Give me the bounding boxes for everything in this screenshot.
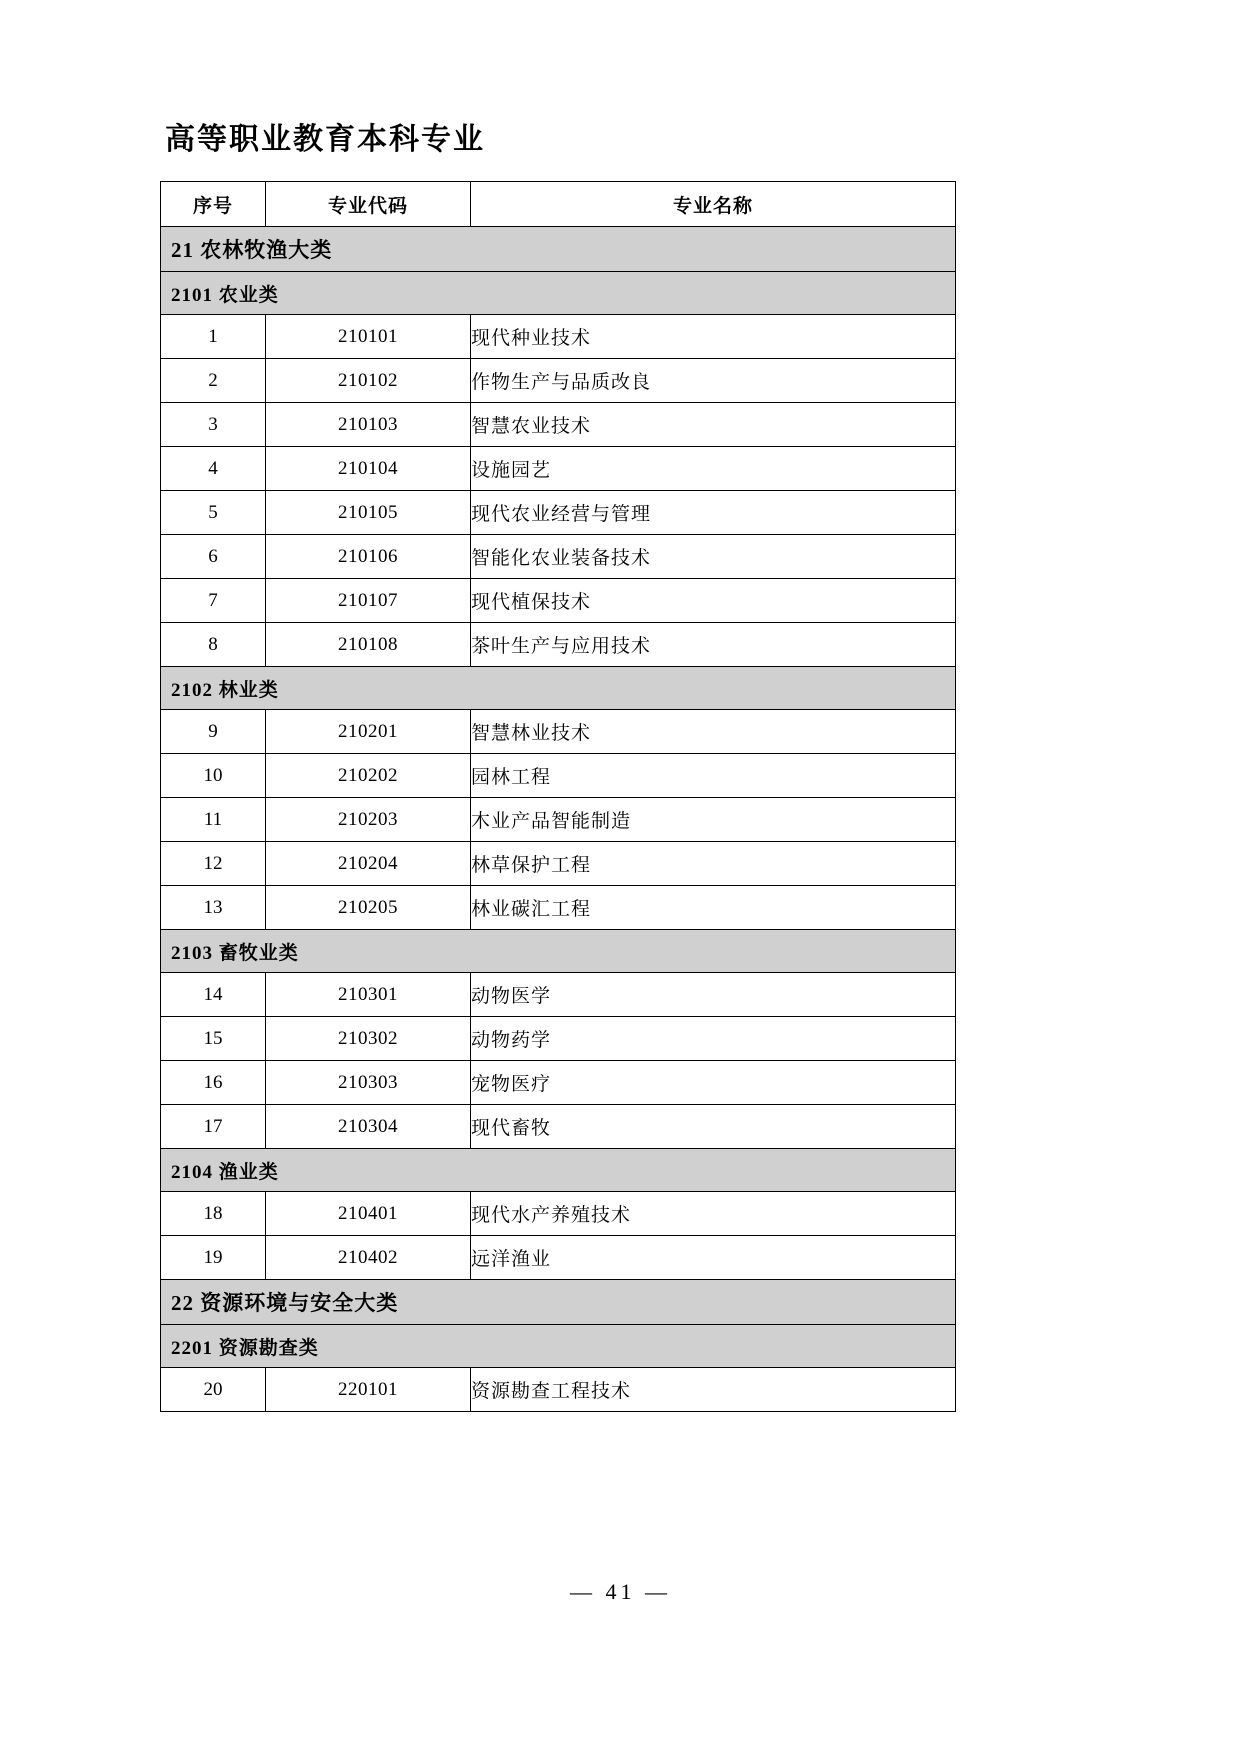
table-row (161, 973, 956, 1017)
cell-major-name: 智慧农业技术 (471, 403, 956, 447)
cell-major-name: 宠物医疗 (471, 1061, 956, 1105)
cell-no: 15 (161, 1017, 266, 1061)
cell-major-code: 210205 (266, 886, 471, 930)
category-subgroup-row (161, 667, 956, 710)
cell-no: 11 (161, 798, 266, 842)
cell-major-code: 210304 (266, 1105, 471, 1149)
cell-no: 5 (161, 491, 266, 535)
cell-no: 2 (161, 359, 266, 403)
cell-major-code: 210106 (266, 535, 471, 579)
category-group-label: 21 农林牧渔大类 (161, 227, 956, 272)
page-title: 高等职业教育本科专业 (165, 123, 485, 156)
cell-no: 12 (161, 842, 266, 886)
cell-major-code: 210101 (266, 315, 471, 359)
table-row (161, 842, 956, 886)
cell-no: 16 (161, 1061, 266, 1105)
cell-major-code: 210107 (266, 579, 471, 623)
page-footer: — 41 — (570, 1579, 671, 1604)
cell-major-name: 现代植保技术 (471, 579, 956, 623)
cell-no: 3 (161, 403, 266, 447)
cell-major-code: 210103 (266, 403, 471, 447)
category-group-label: 22 资源环境与安全大类 (161, 1280, 956, 1325)
category-subgroup-row (161, 930, 956, 973)
cell-no: 14 (161, 973, 266, 1017)
cell-major-code: 210402 (266, 1236, 471, 1280)
cell-major-code: 210105 (266, 491, 471, 535)
cell-major-name: 智慧林业技术 (471, 710, 956, 754)
column-header-name: 专业名称 (471, 182, 956, 227)
cell-major-code: 210203 (266, 798, 471, 842)
cell-major-name: 作物生产与品质改良 (471, 359, 956, 403)
category-subgroup-row (161, 1149, 956, 1192)
table-row (161, 491, 956, 535)
table-row (161, 359, 956, 403)
table-row (161, 403, 956, 447)
cell-no: 13 (161, 886, 266, 930)
table-header-row (161, 182, 956, 227)
cell-no: 19 (161, 1236, 266, 1280)
table-body (161, 227, 956, 1412)
cell-major-name: 远洋渔业 (471, 1236, 956, 1280)
cell-major-name: 园林工程 (471, 754, 956, 798)
cell-major-name: 现代种业技术 (471, 315, 956, 359)
table-row (161, 1368, 956, 1412)
category-subgroup-label: 2201 资源勘查类 (161, 1325, 956, 1368)
cell-major-name: 动物医学 (471, 973, 956, 1017)
category-subgroup-row (161, 1325, 956, 1368)
cell-major-code: 210104 (266, 447, 471, 491)
table-row (161, 1192, 956, 1236)
cell-major-code: 210201 (266, 710, 471, 754)
table-header (161, 182, 956, 227)
cell-major-code: 210302 (266, 1017, 471, 1061)
cell-major-name: 茶叶生产与应用技术 (471, 623, 956, 667)
cell-major-name: 现代畜牧 (471, 1105, 956, 1149)
cell-no: 1 (161, 315, 266, 359)
cell-major-code: 210303 (266, 1061, 471, 1105)
table-row (161, 623, 956, 667)
table-row (161, 535, 956, 579)
category-subgroup-row (161, 272, 956, 315)
cell-no: 4 (161, 447, 266, 491)
cell-major-code: 210102 (266, 359, 471, 403)
category-group-row (161, 227, 956, 272)
table-row (161, 315, 956, 359)
cell-no: 8 (161, 623, 266, 667)
table-row (161, 754, 956, 798)
table-row (161, 1236, 956, 1280)
table-row (161, 1105, 956, 1149)
table-row (161, 1017, 956, 1061)
cell-no: 18 (161, 1192, 266, 1236)
column-header-code: 专业代码 (266, 182, 471, 227)
cell-major-code: 210108 (266, 623, 471, 667)
cell-major-code: 210204 (266, 842, 471, 886)
cell-no: 9 (161, 710, 266, 754)
majors-table (160, 181, 956, 1412)
cell-major-name: 设施园艺 (471, 447, 956, 491)
cell-major-name: 智能化农业装备技术 (471, 535, 956, 579)
cell-major-name: 林业碳汇工程 (471, 886, 956, 930)
cell-no: 7 (161, 579, 266, 623)
cell-major-code: 210301 (266, 973, 471, 1017)
table-row (161, 710, 956, 754)
cell-no: 17 (161, 1105, 266, 1149)
table-row (161, 447, 956, 491)
cell-major-name: 林草保护工程 (471, 842, 956, 886)
cell-major-name: 木业产品智能制造 (471, 798, 956, 842)
cell-no: 6 (161, 535, 266, 579)
cell-major-name: 资源勘查工程技术 (471, 1368, 956, 1412)
category-subgroup-label: 2101 农业类 (161, 272, 956, 315)
cell-major-name: 现代农业经营与管理 (471, 491, 956, 535)
cell-major-code: 220101 (266, 1368, 471, 1412)
table-row (161, 579, 956, 623)
category-subgroup-label: 2103 畜牧业类 (161, 930, 956, 973)
cell-major-code: 210401 (266, 1192, 471, 1236)
cell-no: 10 (161, 754, 266, 798)
category-group-row (161, 1280, 956, 1325)
cell-major-code: 210202 (266, 754, 471, 798)
cell-major-name: 动物药学 (471, 1017, 956, 1061)
category-subgroup-label: 2102 林业类 (161, 667, 956, 710)
column-header-no: 序号 (161, 182, 266, 227)
table-row (161, 886, 956, 930)
cell-major-name: 现代水产养殖技术 (471, 1192, 956, 1236)
table-row (161, 798, 956, 842)
table-row (161, 1061, 956, 1105)
category-subgroup-label: 2104 渔业类 (161, 1149, 956, 1192)
cell-no: 20 (161, 1368, 266, 1412)
